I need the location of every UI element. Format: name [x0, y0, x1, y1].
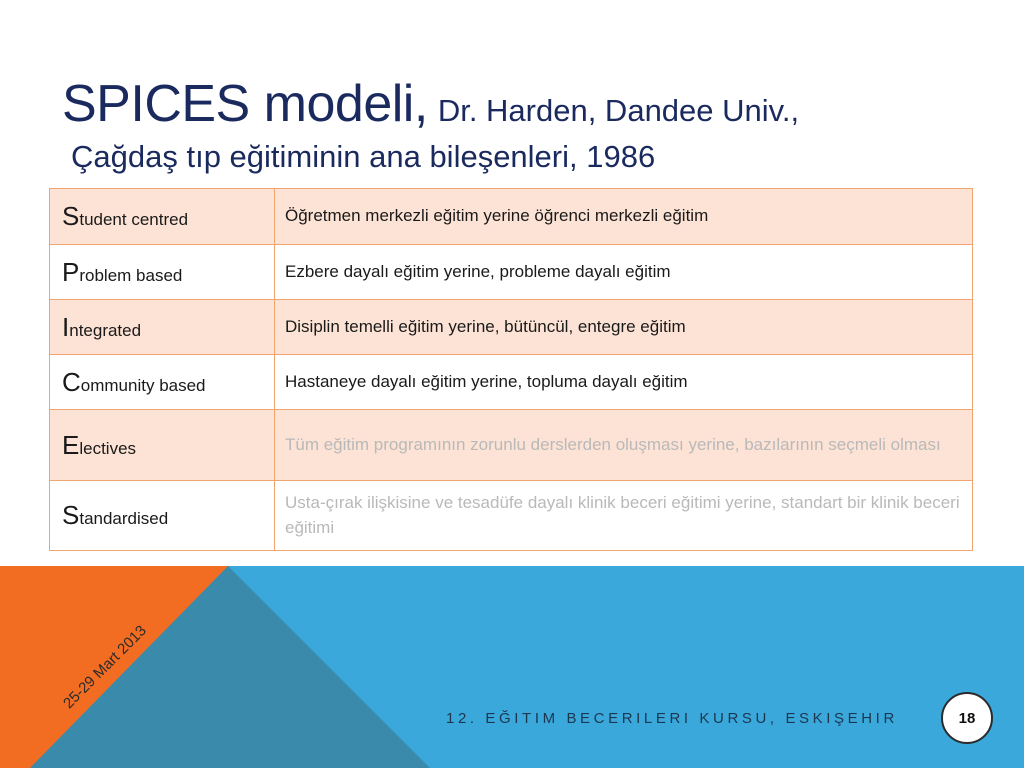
row-term	[50, 410, 275, 481]
row-rest: ommunity based	[80, 375, 206, 395]
row-description: Usta-çırak ilişkisine ve tesadüfe dayalı klinik beceri eğitimi yerine, standart bir klinik beceri eğitimi	[275, 481, 973, 551]
course-label: 12. EĞITIM BECERILERI KURSU, ESKIŞEHIR	[446, 710, 898, 727]
row-initial: S	[62, 201, 80, 231]
row-term	[50, 300, 275, 355]
row-description: Disiplin temelli eğitim yerine, bütüncül, entegre eğitim	[275, 300, 973, 355]
table-row	[50, 300, 973, 355]
row-term	[50, 481, 275, 551]
title-main: SPICES modeli,	[62, 75, 428, 133]
date-label: 25-29 Mart 2013	[60, 622, 150, 713]
row-term	[50, 355, 275, 410]
row-rest: tudent centred	[79, 210, 189, 229]
table-row	[50, 355, 973, 410]
title-line-2: Çağdaş tıp eğitiminin ana bileşenleri, 1986	[71, 139, 656, 174]
row-initial: P	[62, 256, 80, 287]
row-rest: lectives	[79, 438, 137, 458]
row-rest: roblem based	[79, 265, 183, 285]
row-initial: S	[62, 500, 80, 530]
slide-title	[62, 75, 1002, 174]
row-rest: tandardised	[79, 509, 169, 528]
spices-table	[49, 188, 973, 551]
title-line-1	[62, 75, 1002, 133]
table-row	[50, 410, 973, 481]
row-initial: E	[62, 429, 80, 460]
row-description: Ezbere dayalı eğitim yerine, probleme dayalı eğitim	[275, 245, 973, 300]
row-description: Öğretmen merkezli eğitim yerine öğrenci merkezli eğitim	[275, 189, 973, 245]
table-row	[50, 481, 973, 551]
row-description: Hastaneye dayalı eğitim yerine, topluma dayalı eğitim	[275, 355, 973, 410]
table-row	[50, 245, 973, 300]
table-row	[50, 189, 973, 245]
row-term	[50, 189, 275, 245]
row-rest: ntegrated	[69, 320, 142, 340]
row-initial: C	[62, 366, 81, 397]
row-initial: I	[62, 311, 70, 342]
page-number: 18	[941, 692, 993, 744]
title-sub: Dr. Harden, Dandee Univ.,	[437, 93, 800, 128]
row-description: Tüm eğitim programının zorunlu derslerden oluşması yerine, bazılarının seçmeli olması	[275, 410, 973, 481]
row-term	[50, 245, 275, 300]
